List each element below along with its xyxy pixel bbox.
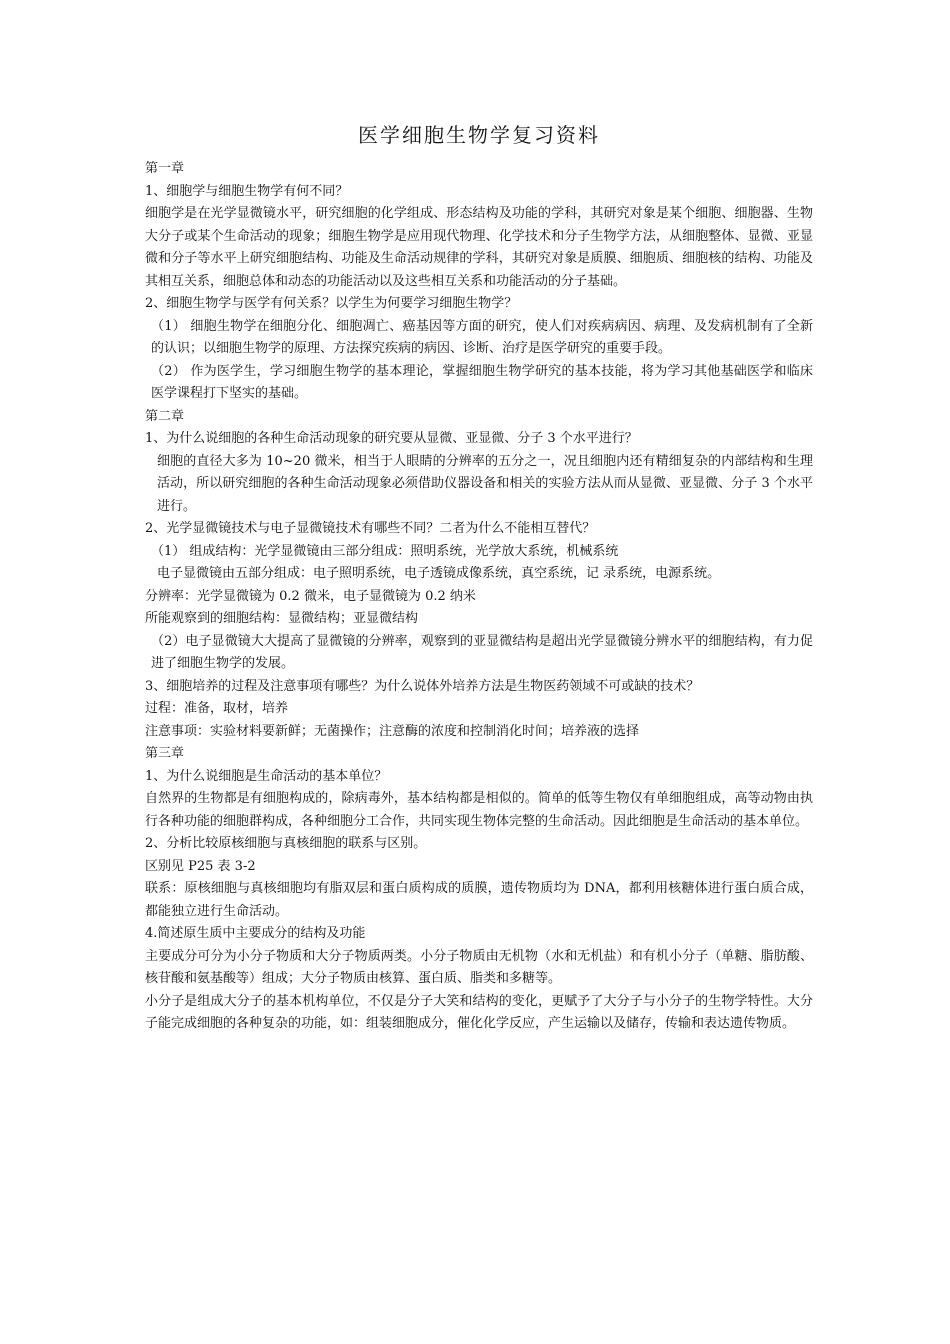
chapter-1 [145,158,813,406]
answer-paragraph: 自然界的生物都是有细胞构成的，除病毒外，基本结构都是相似的。简单的低等生物仅有单细胞组成，高等动物由执行各种功能的细胞群构成，各种细胞分工合作，共同实现生物体完整的生命活动。因此细胞是生命活动的基本单位。 [145,791,813,829]
answer-paragraph: （1） 组成结构：光学显微镜由三部分组成：照明系统，光学放大系统，机械系统 [151,543,619,559]
chapter-heading: 第一章 [145,161,185,176]
answer-paragraph: 细胞学是在光学显微镜水平，研究细胞的化学组成、形态结构及功能的学科，其研究对象是某个细胞、细胞器、生物大分子或某个生命活动的现象；细胞生物学是应用现代物理、化学技术和分子生物学方法，从细胞整体、显微、亚显微和分子等水平上研究细胞结构、功能及生命活动规律的学科，其研究对象是质膜、细胞质、细胞核的结构、功能及其相互关系，细胞总体和动态的功能活动以及这些相互关系和功能活动的分子基础。 [145,206,813,289]
document-page [145,120,813,1036]
answer-paragraph: （1） 细胞生物学在细胞分化、细胞凋亡、癌基因等方面的研究，使人们对疾病病因、病理、及发病机制有了全新的认识；以细胞生物学的原理、方法探究疾病的病因、诊断、治疗是医学研究的重要手段。 [151,318,813,356]
answer-paragraph: 区别见 P25 表 3-2 [145,858,256,874]
answer-paragraph: 主要成分可分为小分子物质和大分子物质两类。小分子物质由无机物（水和无机盐）和有机小分子（单糖、脂肪酸、核苷酸和氨基酸等）组成；大分子物质由核算、蛋白质、脂类和多糖等。 [145,948,813,986]
answer-paragraph: 所能观察到的细胞结构：显微结构；亚显微结构 [145,611,419,626]
answer-paragraph: 小分子是组成大分子的基本机构单位，不仅是分子大笑和结构的变化，更赋予了大分子与小分子的生物学特性。大分子能完成细胞的各种复杂的功能，如：组装细胞成分，催化化学反应，产生运输以及储存，传输和表达遗传物质。 [145,993,813,1031]
question: 1、为什么说细胞是生命活动的基本单位？ [145,768,388,784]
question: 2、光学显微镜技术与电子显微镜技术有哪些不同？二者为什么不能相互替代？ [145,521,596,536]
chapter-3 [145,743,813,1036]
answer-paragraph: 注意事项：实验材料要新鲜；无菌操作；注意酶的浓度和控制消化时间；培养液的选择 [145,723,640,739]
answer-paragraph: 联系：原核细胞与真核细胞均有脂双层和蛋白质构成的质膜，遗传物质均为 DNA，都利用核糖体进行蛋白质合成，都能独立进行生命活动。 [145,881,813,919]
answer-paragraph: 细胞的直径大多为 10~20 微米，相当于人眼睛的分辨率的五分之一，况且细胞内还有精细复杂的内部结构和生理活动，所以研究细胞的各种生命活动现象必须借助仪器设备和相关的实验方法从而从显微、亚显微、分子 3 个水平进行。 [157,453,813,514]
answer-paragraph: 过程：准备，取材，培养 [145,701,289,716]
answer-paragraph: （2） 作为医学生，学习细胞生物学的基本理论，掌握细胞生物学研究的基本技能，将为学习其他基础医学和临床医学课程打下坚实的基础。 [151,363,813,401]
question: 4.简述原生质中主要成分的结构及功能 [145,926,366,941]
question: 2、分析比较原核细胞与真核细胞的联系与区别。 [145,836,427,851]
document-title: 医学细胞生物学复习资料 [358,123,600,147]
chapter-2 [145,406,813,744]
answer-paragraph: 电子显微镜由五部分组成：电子照明系统，电子透镜成像系统，真空系统，记 录系统，电源系统。 [157,566,721,581]
chapter-heading: 第二章 [145,408,185,424]
question: 3、细胞培养的过程及注意事项有哪些？为什么说体外培养方法是生物医药领域不可或缺的技术？ [145,678,700,694]
question: 2、细胞生物学与医学有何关系？以学生为何要学习细胞生物学？ [145,296,518,311]
answer-paragraph: 分辨率：光学显微镜为 0.2 微米，电子显微镜为 0.2 纳米 [145,588,476,604]
question: 1、为什么说细胞的各种生命活动现象的研究要从显微、亚显微、分子 3 个水平进行？ [145,431,638,446]
answer-paragraph: （2）电子显微镜大大提高了显微镜的分辨率，观察到的亚显微结构是超出光学显微镜分辨水平的细胞结构，有力促进了细胞生物学的发展。 [151,633,813,671]
question: 1、细胞学与细胞生物学有何不同？ [145,183,349,199]
chapter-heading: 第三章 [145,746,185,761]
